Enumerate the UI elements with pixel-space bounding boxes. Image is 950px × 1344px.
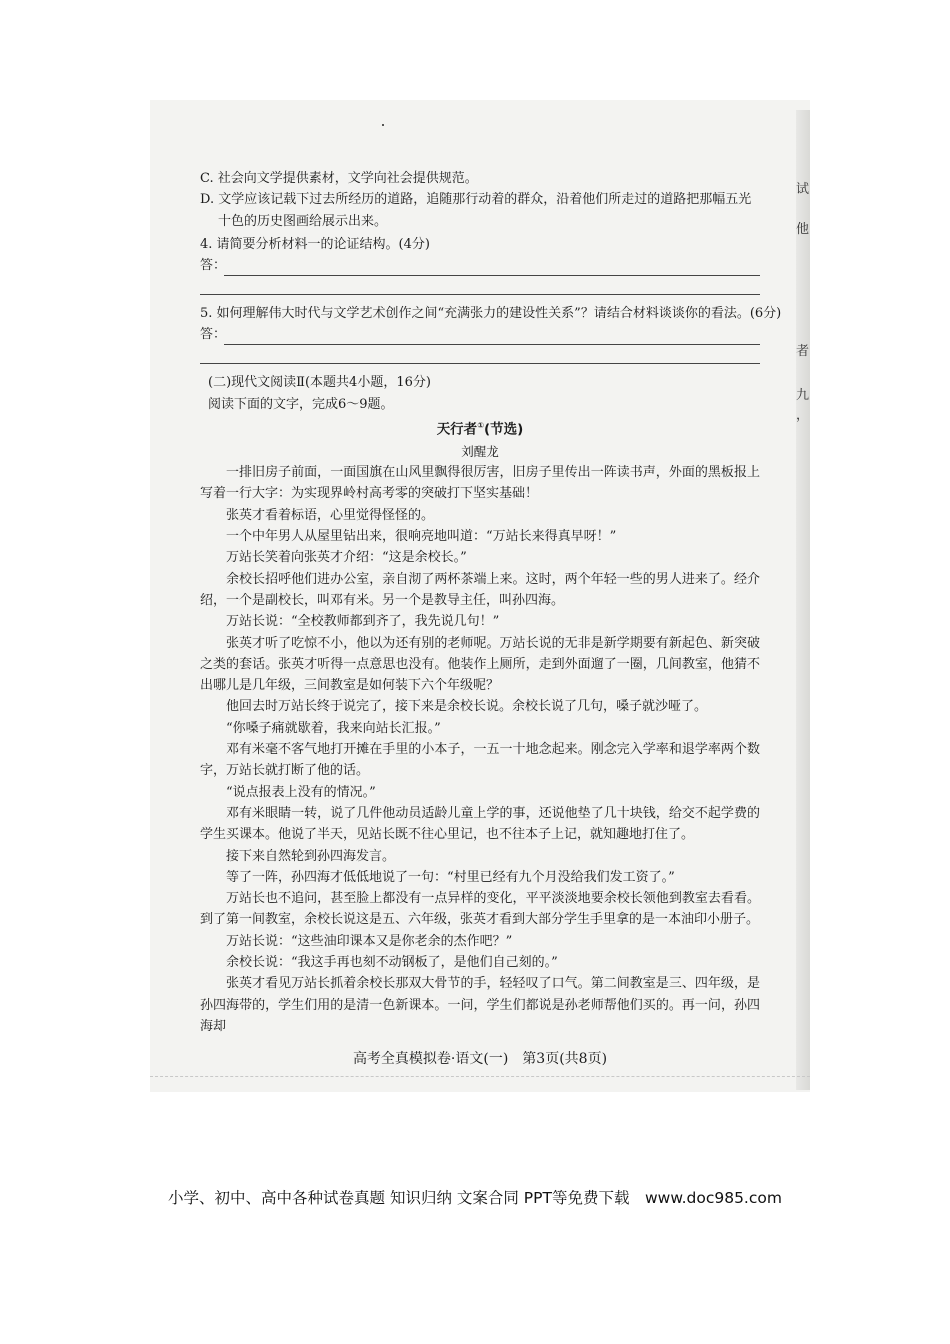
paragraph: “说点报表上没有的情况。” xyxy=(226,784,376,800)
article-title: 天行者①(节选) xyxy=(436,421,524,438)
paragraph: 张英才看着标语，心里觉得怪怪的。 xyxy=(226,507,435,523)
paragraph: 他回去时万站长终于说完了，接下来是余校长说。余校长说了几句，嗓子就沙哑了。 xyxy=(226,699,708,715)
footer-divider xyxy=(150,1076,810,1078)
answer-row-q4 xyxy=(200,255,760,276)
scan-speck xyxy=(382,124,384,126)
paragraph: 余校长招呼他们进办公室，亲自沏了两杯茶端上来。这时，两个年轻一些的男人进来了。经介绍，一个是副校长，叫邓有米。另一个是教导主任，叫孙四海。 xyxy=(200,571,760,608)
paragraph: 一排旧房子前面，一面国旗在山风里飘得很厉害，旧房子里传出一阵读书声，外面的黑板报上写着一行大字：为实现界岭村高考零的突破打下坚实基础！ xyxy=(200,465,760,502)
article-body xyxy=(200,462,760,1037)
edge-char-1: 试 xyxy=(796,182,810,197)
paragraph: 万站长也不追问，甚至脸上都没有一点异样的变化，平平淡淡地要余校长领他到教室去看看。到了第一间教室，余校长说这是五、六年级，张英才看到大部分学生手里拿的是一本油印小册子。 xyxy=(200,891,760,928)
paragraph: 等了一阵，孙四海才低低地说了一句：“村里已经有九个月没给我们发工资了。” xyxy=(226,869,675,885)
paragraph: “你嗓子痛就歇着，我来向站长汇报。” xyxy=(226,720,441,736)
paragraph: 邓有米毫不客气地打开摊在手里的小本子，一五一十地念起来。刚念完入学率和退学率两个数字，万站长就打断了他的话。 xyxy=(200,742,760,779)
option-d-line2: 十色的历史图画给展示出来。 xyxy=(218,213,388,229)
paragraph: 张英才听了吃惊不小，他以为还有别的老师呢。万站长说的无非是新学期要有新起色、新突破之类的套话。张英才听得一点意思也没有。他装作上厕所，走到外面遛了一圈，几间教室，他猜不出哪儿是几年级，三间教室是如何装下六个年级呢？ xyxy=(200,635,760,694)
footnote-mark: ① xyxy=(477,421,484,431)
answer-line xyxy=(200,276,760,295)
paragraph: 余校长说：“我这手再也刻不动钢板了，是他们自己刻的。” xyxy=(226,955,558,970)
edge-char-3: 者 xyxy=(796,344,810,359)
article-author: 刘醒龙 xyxy=(461,443,499,459)
section-instruction: 阅读下面的文字，完成6～9题。 xyxy=(208,396,394,412)
exam-footer: 高考全真模拟卷·语文(一) 第3页(共8页) xyxy=(352,1051,608,1067)
exam-content xyxy=(200,168,782,1037)
section-heading: (二)现代文阅读Ⅱ(本题共4小题，16分) xyxy=(208,375,431,391)
answer-line xyxy=(200,345,760,364)
option-d-line1: D. 文学应该记载下过去所经历的道路，追随那行动着的群众，沿着他们所走过的道路把那幅五光 xyxy=(200,192,752,208)
answer-label: 答： xyxy=(200,257,227,273)
download-watermark: 小学、初中、高中各种试卷真题 知识归纳 文案合同 PPT等免费下载 www.doc985.com xyxy=(168,1189,782,1207)
question-5: 5. 如何理解伟大时代与文学艺术创作之间“充满张力的建设性关系”？请结合材料谈谈你的看法。(6分) xyxy=(200,306,782,322)
page-edge-shadow xyxy=(796,110,810,1090)
paragraph: 万站长说：“这些油印课本又是你老余的杰作吧？” xyxy=(226,933,513,949)
paragraph: 一个中年男人从屋里钻出来，很响亮地叫道：“万站长来得真早呀！” xyxy=(226,529,617,545)
option-c: C. 社会向文学提供素材，文学向社会提供规范。 xyxy=(200,171,478,186)
answer-line xyxy=(224,261,760,276)
paragraph: 万站长笑着向张英才介绍：“这是余校长。” xyxy=(226,550,467,566)
answer-row-q5 xyxy=(200,324,760,345)
edge-char-5: ， xyxy=(796,408,810,423)
paragraph: 张英才看见万站长抓着余校长那双大骨节的手，轻轻叹了口气。第二间教室是三、四年级，是孙四海带的，学生们用的是清一色新课本。一问，学生们都说是孙老师帮他们买的。再一问，孙四海却 xyxy=(200,976,760,1034)
question-4: 4. 请简要分析材料一的论证结构。(4分) xyxy=(200,236,430,252)
paragraph: 万站长说：“全校教师都到齐了，我先说几句！” xyxy=(226,614,500,630)
paragraph: 接下来自然轮到孙四海发言。 xyxy=(226,848,396,864)
answer-line xyxy=(224,330,760,345)
edge-char-4: 九 xyxy=(796,388,810,403)
answer-label: 答： xyxy=(200,327,227,343)
edge-char-2: 他 xyxy=(796,222,810,237)
paragraph: 邓有米眼睛一转，说了几件他动员适龄儿童上学的事，还说他垫了几十块钱，给交不起学费的学生买课本。他说了半天，见站长既不往心里记，也不往本子上记，就知趣地打住了。 xyxy=(200,805,760,843)
